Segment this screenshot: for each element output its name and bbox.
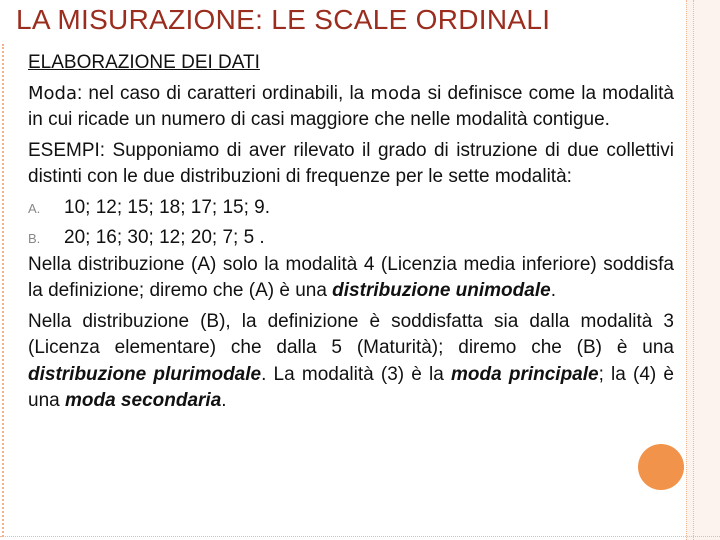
slide-frame-bottom	[0, 536, 720, 540]
examples-intro: ESEMPI: Supponiamo di aver rilevato il grado di istruzione di due collettivi distinti con le due distribuzioni di frequenze per le sette modalità:	[28, 139, 674, 187]
slide-frame-left	[2, 44, 8, 537]
list-marker: B.	[28, 231, 41, 246]
emphasis-plurimodale: distribuzione plurimodale	[28, 363, 262, 385]
definition-paragraph: Moda: nel caso di caratteri ordinabili, la moda si definisce come la modalità in cui ricade un numero di casi maggiore che nelle modalità contigue.	[28, 82, 675, 130]
slide-title: LA MISURAZIONE: LE SCALE ORDINALI	[16, 4, 551, 35]
paragraph-b: Nella distribuzione (B), la definizione è soddisfatta sia dalla modalità 3 (Licenza elementare) che dalla 5 (Maturità); diremo che (B) è una distribuzione plurimodale. La modalità (3) è la moda principale; la (4) è una moda secondaria.	[28, 310, 674, 411]
section-heading: ELABORAZIONE DEI DATI	[28, 52, 260, 73]
list-marker: A.	[28, 200, 41, 216]
list-item	[28, 195, 674, 222]
list-item	[28, 225, 674, 252]
slide-frame-right	[686, 0, 720, 540]
emphasis-unimodale: distribuzione unimodale	[332, 280, 551, 301]
definition-term: Moda	[28, 82, 77, 104]
emphasis-moda-principale: moda principale	[450, 363, 599, 385]
slide-body	[28, 50, 674, 415]
emphasis-moda-secondaria: moda secondaria	[64, 390, 222, 411]
distribution-values: 10; 12; 15; 18; 17; 15; 9.	[64, 196, 270, 218]
distribution-values: 20; 16; 30; 12; 20; 7; 5 .	[64, 227, 265, 248]
paragraph-a: Nella distribuzione (A) solo la modalità 4 (Licenzia media inferiore) soddisfa la definizione; diremo che (A) è una distribuzione unimodale.	[28, 253, 674, 301]
definition-term-inline: moda	[370, 82, 422, 104]
decorative-orange-circle	[638, 444, 684, 490]
